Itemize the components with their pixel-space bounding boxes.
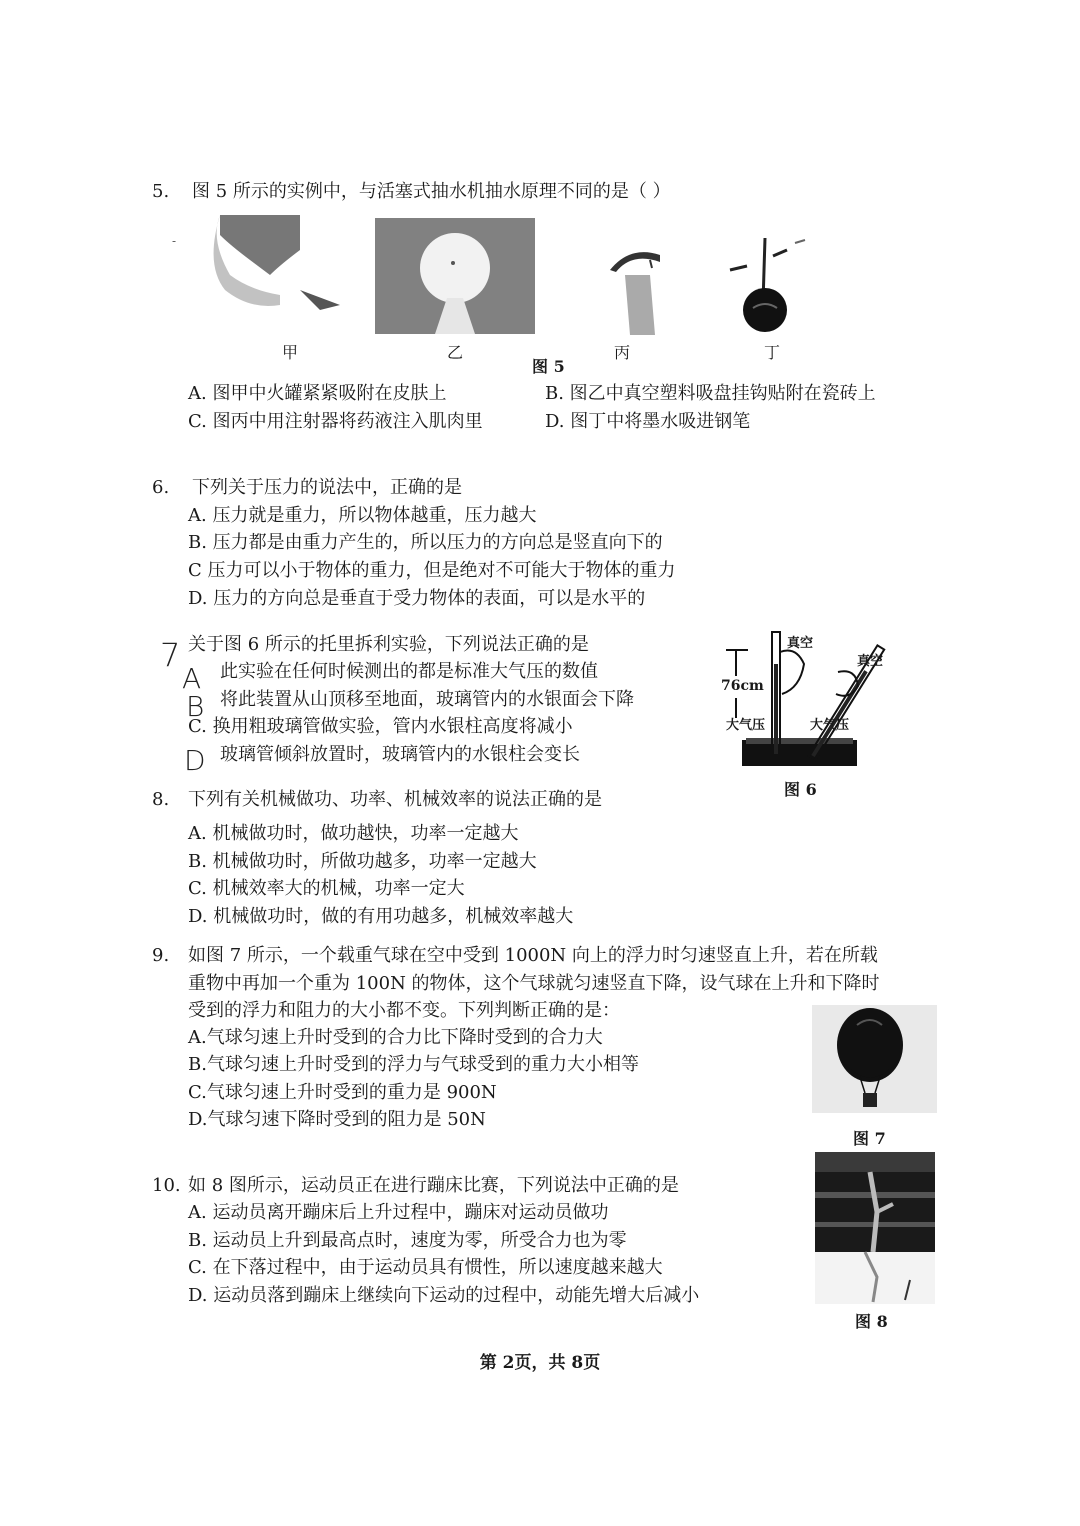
q6-number: 6. — [152, 477, 170, 498]
fig7-caption: 图 7 — [853, 1129, 886, 1148]
q6-option-b: B. 压力都是由重力产生的，所以压力的方向总是竖直向下的 — [188, 532, 663, 553]
fig5-label-bing: 丙 — [614, 343, 631, 362]
q9-option-c: C.气球匀速上升时受到的重力是 900N — [188, 1082, 497, 1103]
fig6-caption: 图 6 — [784, 780, 817, 799]
fig6-height-label: 76cm — [721, 678, 764, 694]
q9-number: 9. — [152, 945, 170, 966]
q5-option-c: C. 图丙中用注射器将药液注入肌肉里 — [188, 411, 483, 432]
fig8-trampoline-image — [815, 1152, 935, 1304]
page-footer: 第 2页，共 8页 — [479, 1353, 601, 1373]
fig8-caption: 图 8 — [855, 1312, 888, 1331]
q7-stem: 关于图 6 所示的托里拆利实验，下列说法正确的是 — [188, 634, 589, 655]
q9-option-d: D.气球匀速下降时受到的阻力是 50N — [188, 1109, 486, 1130]
q9-stem-line-3: 受到的浮力和阻力的大小都不变。下列判断正确的是： — [188, 1000, 620, 1021]
fig5-caption: 图 5 — [532, 357, 565, 376]
q8-option-d: D. 机械做功时，做的有用功越多，机械效率越大 — [188, 906, 574, 927]
q5-option-b: B. 图乙中真空塑料吸盘挂钩贴附在瓷砖上 — [545, 383, 876, 404]
q8-option-c: C. 机械效率大的机械，功率一定大 — [188, 878, 465, 899]
fig5-label-yi: 乙 — [447, 343, 464, 362]
q7-option-a: 此实验在任何时候测出的都是标准大气压的数值 — [220, 661, 598, 682]
fig5-jia-image — [170, 215, 350, 320]
q6-option-a: A. 压力就是重力，所以物体越重，压力越大 — [188, 505, 537, 526]
fig7-balloon-image — [812, 1005, 937, 1113]
q7-option-d: 玻璃管倾斜放置时，玻璃管内的水银柱会变长 — [220, 744, 580, 765]
q9-stem-line-2: 重物中再加一个重为 100N 的物体，这个气球就匀速竖直下降，设气球在上升和下降时 — [188, 973, 880, 994]
fig6-atm-right: 大气压 — [810, 718, 850, 733]
fig6-atm-left: 大气压 — [726, 718, 766, 733]
fig6-vacuum-right: 真空 — [857, 654, 884, 669]
fig5-label-jia: 甲 — [282, 343, 299, 362]
svg-text:-: - — [172, 234, 177, 248]
q5-number: 5. — [152, 181, 170, 202]
q7-handwritten-number: 7 — [160, 636, 181, 674]
q6-option-c: C 压力可以小于物体的重力，但是绝对不可能大于物体的重力 — [188, 560, 676, 581]
q8-option-a: A. 机械做功时，做功越快，功率一定越大 — [188, 823, 519, 844]
q9-option-a: A.气球匀速上升时受到的合力比下降时受到的合力大 — [188, 1027, 603, 1048]
q5-stem: 图 5 所示的实例中，与活塞式抽水机抽水原理不同的是（ ） — [192, 181, 671, 202]
q8-stem: 下列有关机械做功、功率、机械效率的说法正确的是 — [188, 789, 602, 810]
q5-option-a: A. 图甲中火罐紧紧吸附在皮肤上 — [188, 383, 447, 404]
fig5-label-ding: 丁 — [764, 343, 781, 362]
q9-stem-line-1: 如图 7 所示，一个载重气球在空中受到 1000N 向上的浮力时匀速竖直上升，若在所载 — [188, 945, 878, 966]
q7-handwritten-d: D — [184, 744, 206, 777]
q5-option-d: D. 图丁中将墨水吸进钢笔 — [545, 411, 751, 432]
fig5-bing-image — [600, 240, 680, 335]
q7-option-c: C. 换用粗玻璃管做实验，管内水银柱高度将减小 — [188, 716, 573, 737]
q10-number: 10. — [152, 1175, 181, 1196]
q6-option-d: D. 压力的方向总是垂直于受力物体的表面，可以是水平的 — [188, 588, 646, 609]
q10-option-d: D. 运动员落到蹦床上继续向下运动的过程中，动能先增大后减小 — [188, 1285, 700, 1306]
q6-stem: 下列关于压力的说法中，正确的是 — [192, 477, 462, 498]
q8-option-b: B. 机械做功时，所做功越多，功率一定越大 — [188, 851, 537, 872]
q10-option-b: B. 运动员上升到最高点时，速度为零，所受合力也为零 — [188, 1230, 627, 1251]
fig5-ding-image — [725, 228, 815, 333]
q7-option-b: 将此装置从山顶移至地面，玻璃管内的水银面会下降 — [220, 689, 634, 710]
q10-option-a: A. 运动员离开蹦床后上升过程中，蹦床对运动员做功 — [188, 1202, 609, 1223]
q10-stem: 如 8 图所示，运动员正在进行蹦床比赛，下列说法中正确的是 — [188, 1175, 679, 1196]
fig6-vacuum-left: 真空 — [787, 636, 814, 651]
q8-number: 8. — [152, 789, 170, 810]
q9-option-b: B.气球匀速上升时受到的浮力与气球受到的重力大小相等 — [188, 1054, 639, 1075]
q7-handwritten-a: A — [182, 662, 202, 695]
q10-option-c: C. 在下落过程中，由于运动员具有惯性，所以速度越来越大 — [188, 1257, 663, 1278]
q7-handwritten-b: B — [186, 690, 205, 723]
fig5-yi-image — [375, 218, 535, 334]
